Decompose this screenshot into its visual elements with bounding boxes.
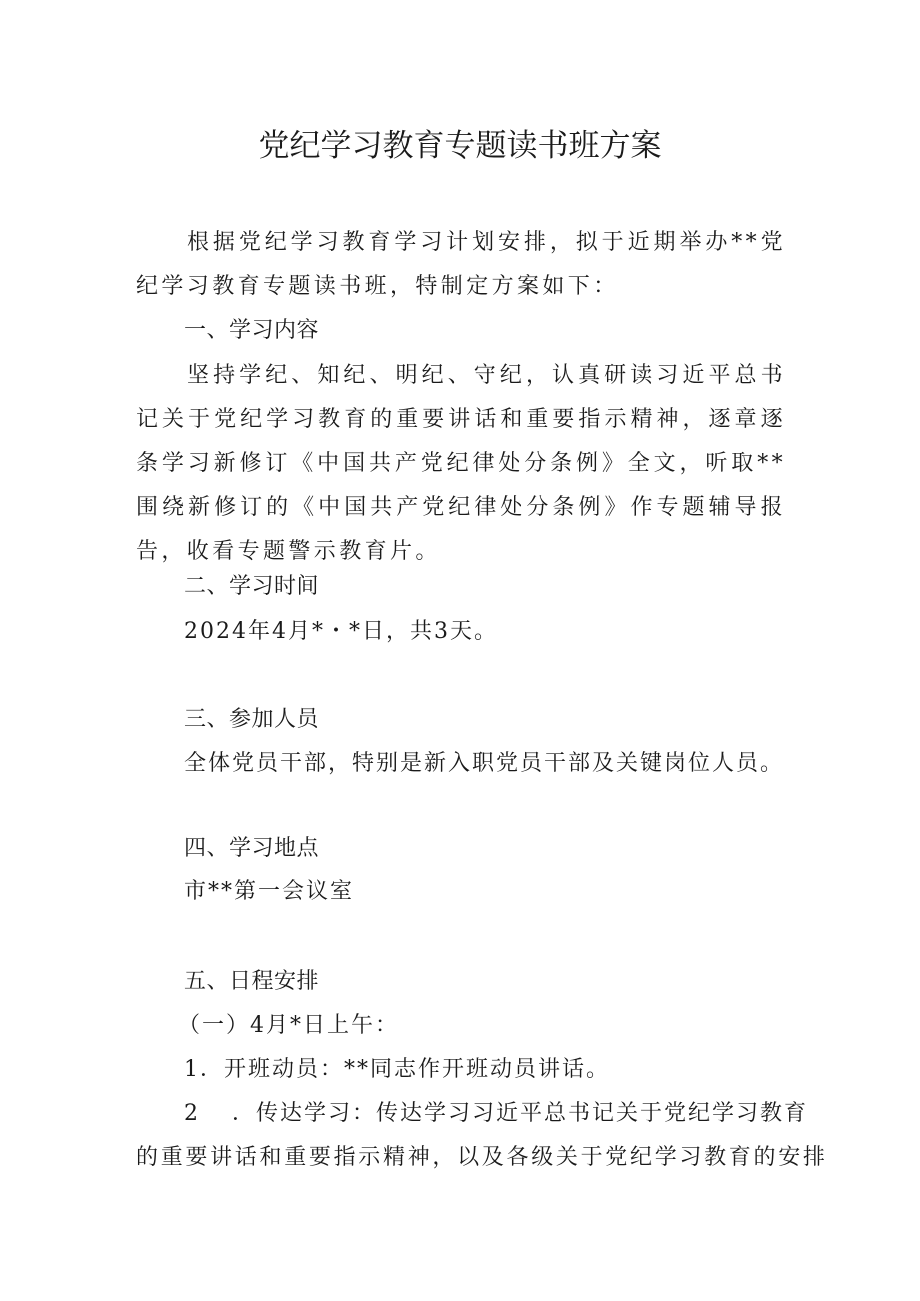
section-heading-location: 四、学习地点 xyxy=(184,836,320,861)
document-title: 党纪学习教育专题读书班方案 xyxy=(258,128,662,164)
section-body-time: 2024年4月*・*日，共3天。 xyxy=(184,619,498,644)
schedule-item-2-continuation: 的重要讲话和重要指示精神，以及各级关于党纪学习教育的安排 xyxy=(136,1145,828,1170)
intro-paragraph: 根据党纪学习教育学习计划安排，拟于近期举办**党纪学习教育专题读书班，特制定方案如下： xyxy=(136,230,786,299)
section-heading-time: 二、学习时间 xyxy=(184,574,320,599)
section-body-location: 市**第一会议室 xyxy=(184,879,355,904)
section-body-content: 坚持学纪、知纪、明纪、守纪，认真研读习近平总书记关于党纪学习教育的重要讲话和重要指示精神，逐章逐条学习新修订《中国共产党纪律处分条例》全文，听取**围绕新修订的《中国共产党纪律处分条例》作专题辅导报告，收看专题警示教育片。 xyxy=(136,363,786,564)
section-heading-content: 一、学习内容 xyxy=(184,318,320,343)
schedule-item-1: 1．开班动员：**同志作开班动员讲话。 xyxy=(184,1057,610,1082)
section-body-participants: 全体党员干部，特别是新入职党员干部及关键岗位人员。 xyxy=(184,751,785,776)
section-heading-participants: 三、参加人员 xyxy=(184,707,320,732)
schedule-sub-heading: （一）4月*日上午： xyxy=(178,1013,399,1038)
section-heading-schedule: 五、日程安排 xyxy=(184,969,320,994)
schedule-item-2-text: ．传达学习：传达学习习近平总书记关于党纪学习教育 xyxy=(232,1101,809,1126)
schedule-item-2-number: 2 xyxy=(184,1101,200,1126)
